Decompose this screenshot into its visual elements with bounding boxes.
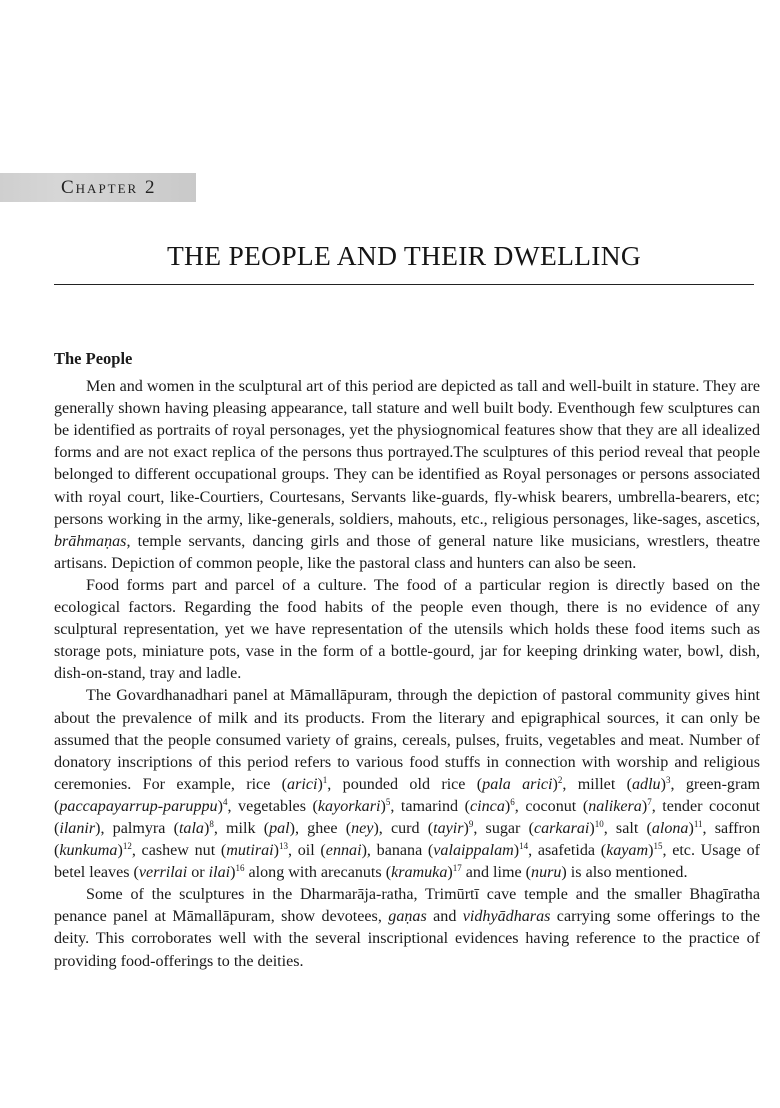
text-run: , oil (: [288, 842, 326, 860]
italic-term: gaṇas: [388, 908, 427, 926]
text-run: ): [504, 797, 511, 815]
footnote-marker: 12: [122, 841, 132, 852]
paragraph-1: [54, 376, 760, 575]
text-run: ), curd (: [373, 819, 434, 837]
text-run: ): [230, 864, 236, 882]
footnote-marker: 15: [653, 841, 663, 852]
footnote-marker: 10: [594, 818, 604, 829]
italic-term: adlu: [631, 775, 661, 793]
footnote-marker: 6: [510, 796, 515, 807]
italic-term: tayir: [433, 819, 464, 837]
text-run: , tamarind (: [390, 797, 471, 815]
text-run: ): [317, 775, 323, 793]
italic-term: arici: [287, 775, 318, 793]
italic-term: nalikera: [588, 797, 642, 815]
text-run: ), palmyra (: [95, 819, 179, 837]
text-run: , asafetida (: [528, 842, 607, 860]
footnote-marker: 11: [693, 818, 703, 829]
italic-term: verrilai: [138, 864, 188, 882]
footnote-marker: 17: [452, 863, 462, 874]
text-run: , vegetables (: [227, 797, 318, 815]
italic-term: alona: [651, 819, 689, 837]
text-run: , coconut (: [514, 797, 589, 815]
footnote-marker: 8: [209, 818, 214, 829]
text-run: , sugar (: [473, 819, 534, 837]
italic-term: kayam: [606, 842, 649, 860]
text-run: , milk (: [213, 819, 270, 837]
text-run: , salt (: [603, 819, 652, 837]
italic-term: kramuka: [391, 864, 448, 882]
chapter-label: Chapter 2: [0, 173, 196, 202]
italic-term: pal: [269, 819, 290, 837]
text-run: , cashew nut (: [131, 842, 227, 860]
italic-term: tala: [178, 819, 204, 837]
body-text: [54, 348, 760, 973]
italic-term: ilanir: [59, 819, 96, 837]
text-run: , tender coconut (: [54, 797, 760, 837]
section-heading: The People: [54, 349, 133, 368]
footnote-marker: 1: [322, 774, 328, 785]
italic-term: paccapayarrup-paruppu: [59, 797, 218, 815]
footnote-marker: 16: [235, 863, 245, 874]
text-run: Some of the sculptures in the Dharmarāja-ratha, Trimūrtī cave temple and the smaller Bhagīratha penance panel at Māmallāpuram, show devotees,: [54, 886, 760, 926]
text-run: ): [641, 797, 648, 815]
text-run: , green-gram (: [54, 775, 760, 815]
footnote-marker: 2: [557, 774, 563, 785]
text-run: , millet (: [562, 775, 632, 793]
italic-term: ilai: [208, 864, 231, 882]
text-run: ): [589, 819, 595, 837]
italic-term: kayorkari: [317, 797, 381, 815]
text-run: Food forms part and parcel of a culture. The food of a particular region is directly based on the ecological factors. Regarding the food habits of the people even though, there is no evidence of any sculptural representation, yet we have representation of the utensils which holds these food items such as storage pots, miniature pots, vase in the form of a bottle-gourd, jar for keeping drinking water, bowl, dish, dish-on-stand, tray and ladle.: [54, 576, 760, 683]
text-run: ): [203, 819, 210, 837]
footnote-marker: 3: [665, 774, 671, 785]
italic-term: ennai: [325, 842, 362, 860]
paragraph-2: [54, 575, 760, 685]
text-run: ): [273, 842, 280, 860]
text-run: , saffron (: [54, 819, 760, 860]
paragraph-3: [54, 685, 760, 884]
footnote-marker: 7: [647, 796, 652, 807]
italic-term: valaippalam: [433, 842, 514, 860]
text-run: and: [426, 908, 463, 926]
text-run: , etc. Usage of betel leaves (: [54, 842, 761, 882]
text-run: ): [447, 864, 453, 882]
footnote-marker: 14: [519, 841, 529, 852]
footnote-marker: 13: [279, 841, 289, 852]
text-run: , pounded old rice (: [327, 775, 483, 793]
italic-term: carkarai: [533, 819, 590, 837]
text-run: ): [463, 819, 469, 837]
italic-term: cinca: [470, 797, 505, 815]
text-run: ): [513, 842, 520, 860]
italic-term: brāhmaṇas: [54, 532, 127, 550]
italic-term: mutirai: [226, 842, 274, 860]
text-run: The Govardhanadhari panel at Māmallāpuram, through the depiction of pastoral community gives hint about the prevalence of milk and its products. From the literary and epigraphical sources, it can only be assumed that the people consumed variety of grains, cereals, pulses, fruits, vegetables and meat. Number of donatory inscriptions of this period refers to various food stuffs in connection with worship and religious ceremonies. For example, rice (: [54, 687, 760, 793]
text-run: ): [688, 819, 694, 837]
text-run: ): [552, 775, 558, 793]
title-divider: [54, 284, 754, 285]
text-run: ): [648, 842, 654, 860]
paragraph-4: [54, 884, 760, 972]
text-run: and lime (: [461, 864, 532, 882]
italic-term: ney: [351, 819, 374, 837]
italic-term: pala arici: [482, 775, 553, 793]
text-run: ), ghee (: [289, 819, 352, 837]
text-run: ): [660, 775, 666, 793]
italic-term: vidhyādharas: [462, 908, 551, 926]
text-run: , temple servants, dancing girls and those of general nature like musicians, wrestlers, theatre artisans. Depiction of common people, like the pastoral class and hunters can also be seen.: [54, 532, 760, 572]
footnote-marker: 9: [468, 818, 474, 829]
text-run: ): [217, 797, 223, 815]
page-title: THE PEOPLE AND THEIR DWELLING: [166, 240, 642, 271]
text-run: or: [187, 864, 209, 882]
text-run: ), banana (: [361, 842, 434, 860]
footnote-marker: 5: [385, 796, 391, 807]
text-run: carrying some offerings to the deity. This corroborates well with the several inscriptional evidences having reference to the practice of providing food-offerings to the deities.: [54, 908, 760, 970]
text-run: ): [380, 797, 386, 815]
italic-term: kunkuma: [59, 842, 118, 860]
text-run: along with arecanuts (: [244, 864, 392, 882]
italic-term: nuru: [531, 864, 562, 882]
text-run: ) is also mentioned.: [561, 864, 688, 882]
footnote-marker: 4: [222, 796, 228, 807]
text-run: ): [117, 842, 123, 860]
text-run: Men and women in the sculptural art of this period are depicted as tall and well-built in stature. They are generally shown having pleasing appearance, tall stature and well built body. Eventhough few sculptures can be identified as portraits of royal personages, yet the physiognomical features show that they are all idealized forms and are not exact replica of the persons thus portrayed.The sculptures of this period reveal that people belonged to different occupational groups. They can be identified as Royal personages or persons associated with royal court, like-Courtiers, Courtesans, Servants like-guards, fly-whisk bearers, umbrella-bearers, etc; persons working in the army, like-generals, soldiers, mahouts, etc., religious personages, like-sages, ascetics,: [54, 378, 760, 528]
